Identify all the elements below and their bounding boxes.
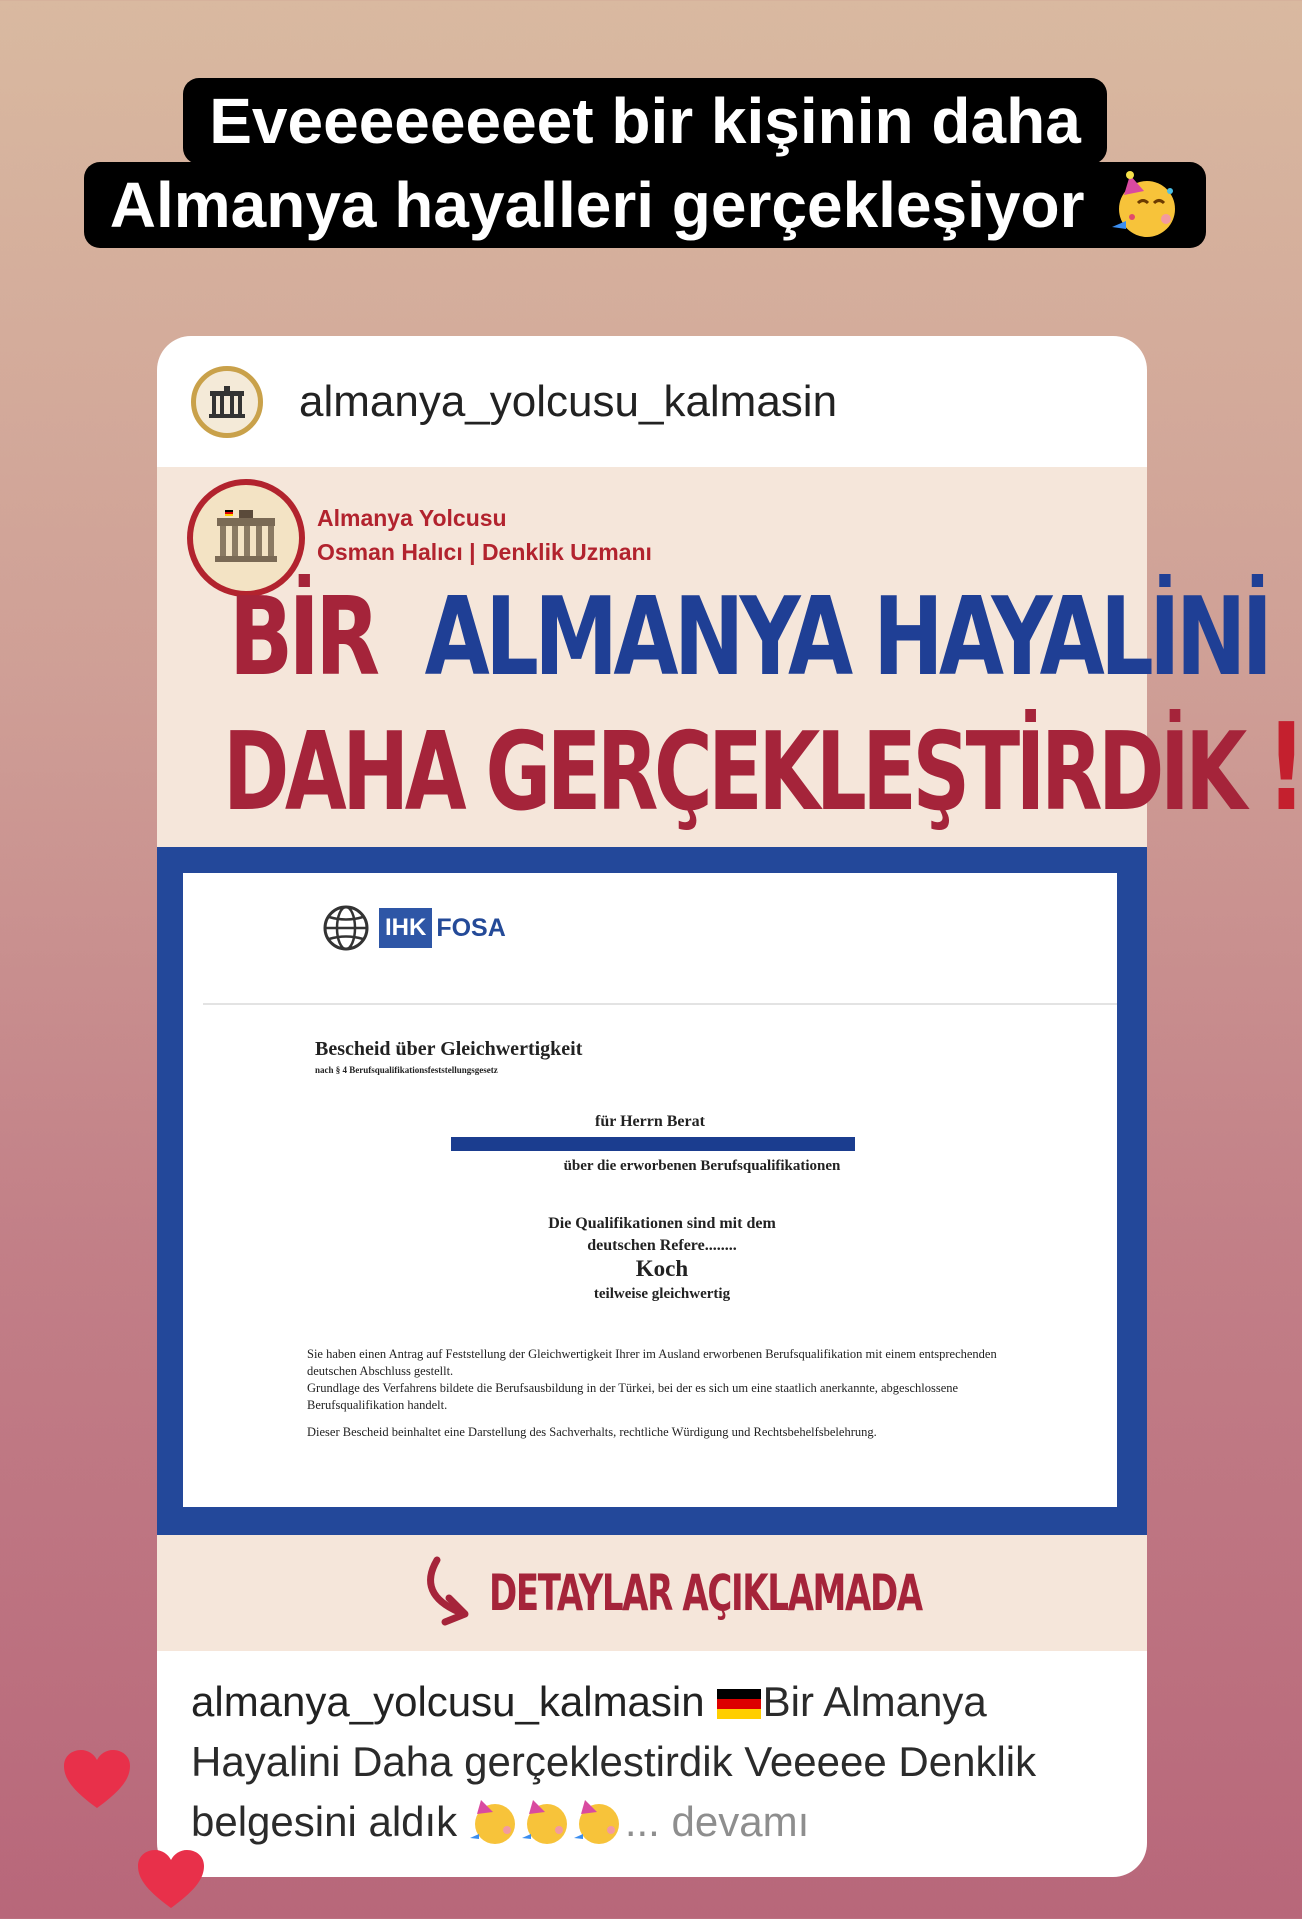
certificate-document: [183, 873, 1117, 1507]
caption-text: Bir Almanya Hayalini Daha gerçeklestirdik Veeeee Denklik belgesini aldık: [191, 1678, 1037, 1845]
more-link[interactable]: ... devamı: [624, 1798, 810, 1845]
story-caption-line2-text: Almanya hayalleri gerçekleşiyor: [109, 169, 1085, 241]
ihk-label: IHK: [379, 908, 432, 948]
post-image[interactable]: [157, 467, 1302, 1651]
heart-icon: [62, 1748, 132, 1810]
headline-word-almanya: ALMANYA HAYALİNİ: [424, 575, 1269, 700]
germany-flag-icon: [717, 1689, 761, 1719]
brand-name: Almanya Yolcusu: [317, 505, 507, 531]
post-caption[interactable]: [191, 1672, 1117, 1852]
qualification-line1: Die Qualifikationen sind mit dem: [548, 1215, 776, 1232]
document-body: [307, 1346, 1021, 1451]
heart-icon: [136, 1848, 206, 1910]
story-caption-line2: [84, 162, 1207, 248]
document-subject: über die erworbenen Berufsqualifikationen: [563, 1158, 841, 1174]
details-cta: [157, 1535, 1147, 1651]
document-title: Bescheid über Gleichwertigkeit: [315, 1038, 583, 1060]
globe-icon: [321, 903, 371, 953]
partying-face-icon: [469, 1796, 519, 1846]
shared-post-card[interactable]: [157, 336, 1302, 1877]
story-caption-line1: Eveeeeeeeet bir kişinin daha: [183, 78, 1107, 164]
qualification-line2: deutschen Refere........: [587, 1237, 737, 1254]
post-header[interactable]: [157, 336, 1147, 467]
document-para1: Sie haben einen Antrag auf Feststellung der Gleichwertigkeit Ihrer im Ausland erworbenen Berufsqualifikation mit einem entsprechenden deutschen Abschluss gestellt. Grundlage des Verfahrens bildete die Berufsausbildung in der Türkei, bei der es sich um eine staatlich anerkannte, abgeschlossene Berufsqualifikation handelt.: [307, 1347, 997, 1412]
post-username[interactable]: almanya_yolcusu_kalmasin: [299, 376, 838, 426]
avatar[interactable]: [191, 366, 263, 438]
gate-icon: [207, 385, 247, 419]
document-status: teilweise gleichwertig: [593, 1286, 731, 1302]
partying-face-icon: [521, 1796, 571, 1846]
brand-text: [317, 501, 652, 569]
document-para3: Dieser Bescheid beinhaltet eine Darstellung des Sachverhalts, rechtliche Würdigung und Rechtsbehelfsbelehrung.: [307, 1425, 877, 1439]
fosa-label: FOSA: [436, 913, 506, 942]
document-subtitle: nach § 4 Berufsqualifikationsfeststellungsgesetz: [315, 1065, 498, 1075]
ihk-fosa-logo: [321, 903, 506, 953]
headline-word-bir: BİR: [229, 575, 376, 700]
document-divider: [203, 1003, 1117, 1005]
document-recipient: für Herrn Berat: [595, 1113, 705, 1130]
brand-tagline: Osman Halıcı | Denklik Uzmanı: [317, 539, 652, 565]
document-qualification: [183, 1213, 1117, 1257]
partying-face-icon: [573, 1796, 623, 1846]
caption-username[interactable]: almanya_yolcusu_kalmasin: [191, 1678, 705, 1725]
brandenburg-gate-icon: [211, 508, 281, 568]
redaction-bar: [451, 1137, 855, 1151]
headline-line2-text: DAHA GERÇEKLEŞTİRDİK: [223, 710, 1243, 835]
document-frame: [157, 847, 1147, 1535]
headline-line2: [223, 699, 1302, 838]
document-job-title: Koch: [635, 1256, 689, 1281]
details-cta-text: DETAYLAR AÇIKLAMADA: [489, 1564, 922, 1622]
headline-exclamation: !: [1266, 699, 1302, 838]
headline-line1: [229, 575, 1268, 700]
story-caption: [0, 78, 1290, 248]
curved-arrow-icon: [415, 1554, 477, 1632]
partying-face-icon: [1110, 169, 1180, 239]
